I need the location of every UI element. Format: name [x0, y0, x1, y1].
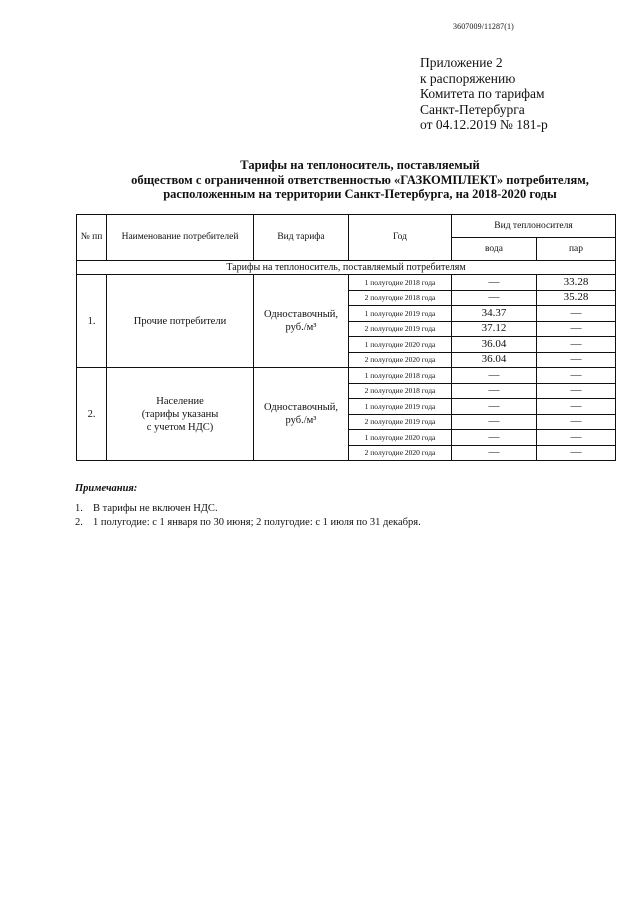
water-value: —	[452, 383, 537, 399]
title-line: обществом с ограниченной ответственностью «ГАЗКОМПЛЕКТ» потребителям,	[131, 172, 589, 187]
note-number: 2.	[75, 517, 83, 528]
note-item	[75, 502, 421, 516]
row-number: 1.	[77, 275, 107, 368]
consumer-name-line: Население	[156, 395, 204, 407]
header-carrier: Вид теплоносителя	[452, 215, 616, 238]
title-line: Тарифы на теплоноситель, поставляемый	[240, 158, 480, 172]
consumer-name: Прочие потребители	[107, 275, 254, 368]
steam-value: 33.28	[537, 275, 616, 291]
steam-value: —	[537, 445, 616, 461]
water-value: —	[452, 445, 537, 461]
water-value: —	[452, 399, 537, 415]
water-value: —	[452, 414, 537, 430]
water-value: —	[452, 290, 537, 306]
tariff-type: Одноставочный, руб./м³	[254, 275, 349, 368]
header-year: Год	[349, 215, 452, 261]
period-cell: 2 полугодие 2020 года	[349, 352, 452, 368]
steam-value: —	[537, 368, 616, 384]
steam-value: —	[537, 399, 616, 415]
period-cell: 1 полугодие 2020 года	[349, 430, 452, 446]
tariff-table	[76, 214, 616, 461]
notes-title: Примечания:	[75, 483, 138, 494]
header-consumer: Наименование потребителей	[107, 215, 254, 261]
section-title: Тарифы на теплоноситель, поставляемый потребителям	[77, 261, 616, 275]
period-cell: 1 полугодие 2018 года	[349, 275, 452, 291]
water-value: —	[452, 275, 537, 291]
water-value: 36.04	[452, 337, 537, 353]
steam-value: —	[537, 414, 616, 430]
appendix-line: Санкт-Петербурга	[420, 101, 525, 117]
table-row	[77, 275, 616, 291]
header-water: вода	[452, 238, 537, 261]
note-text: 1 полугодие: с 1 января по 30 июня; 2 полугодие: с 1 июля по 31 декабря.	[93, 517, 421, 528]
period-cell: 2 полугодие 2019 года	[349, 414, 452, 430]
period-cell: 1 полугодие 2018 года	[349, 368, 452, 384]
document-number: 3607009/11287(1)	[453, 22, 514, 31]
period-cell: 1 полугодие 2019 года	[349, 399, 452, 415]
note-number: 1.	[75, 503, 83, 514]
table-row	[77, 368, 616, 384]
header-num: № пп	[77, 215, 107, 261]
steam-value: —	[537, 321, 616, 337]
steam-value: —	[537, 383, 616, 399]
steam-value: —	[537, 337, 616, 353]
tariff-type: Одноставочный, руб./м³	[254, 368, 349, 461]
water-value: 34.37	[452, 306, 537, 322]
water-value: —	[452, 430, 537, 446]
appendix-line: Приложение 2	[420, 55, 503, 70]
title-line: расположенным на территории Санкт-Петербурга, на 2018-2020 годы	[163, 187, 557, 201]
steam-value: —	[537, 306, 616, 322]
row-number: 2.	[77, 368, 107, 461]
period-cell: 2 полугодие 2019 года	[349, 321, 452, 337]
note-item	[75, 516, 421, 530]
consumer-name-line: (тарифы указаны	[141, 408, 219, 420]
appendix-date-line: от 04.12.2019 № 181-р	[420, 117, 548, 132]
steam-value: 35.28	[537, 290, 616, 306]
period-cell: 1 полугодие 2019 года	[349, 306, 452, 322]
period-cell: 2 полугодие 2018 года	[349, 290, 452, 306]
consumer-name	[107, 368, 254, 461]
appendix-line: к распоряжению	[420, 70, 516, 86]
appendix-line: Комитета по тарифам	[420, 86, 545, 101]
consumer-name-line: с учетом НДС)	[146, 421, 214, 433]
steam-value: —	[537, 430, 616, 446]
water-value: 37.12	[452, 321, 537, 337]
note-text: В тарифы не включен НДС.	[93, 503, 218, 514]
header-tariff-type: Вид тарифа	[254, 215, 349, 261]
period-cell: 2 полугодие 2018 года	[349, 383, 452, 399]
period-cell: 1 полугодие 2020 года	[349, 337, 452, 353]
water-value: —	[452, 368, 537, 384]
appendix-block	[420, 55, 548, 133]
period-cell: 2 полугодие 2020 года	[349, 445, 452, 461]
header-steam: пар	[537, 238, 616, 261]
document-title	[60, 158, 640, 202]
water-value: 36.04	[452, 352, 537, 368]
notes-list	[75, 502, 421, 530]
steam-value: —	[537, 352, 616, 368]
